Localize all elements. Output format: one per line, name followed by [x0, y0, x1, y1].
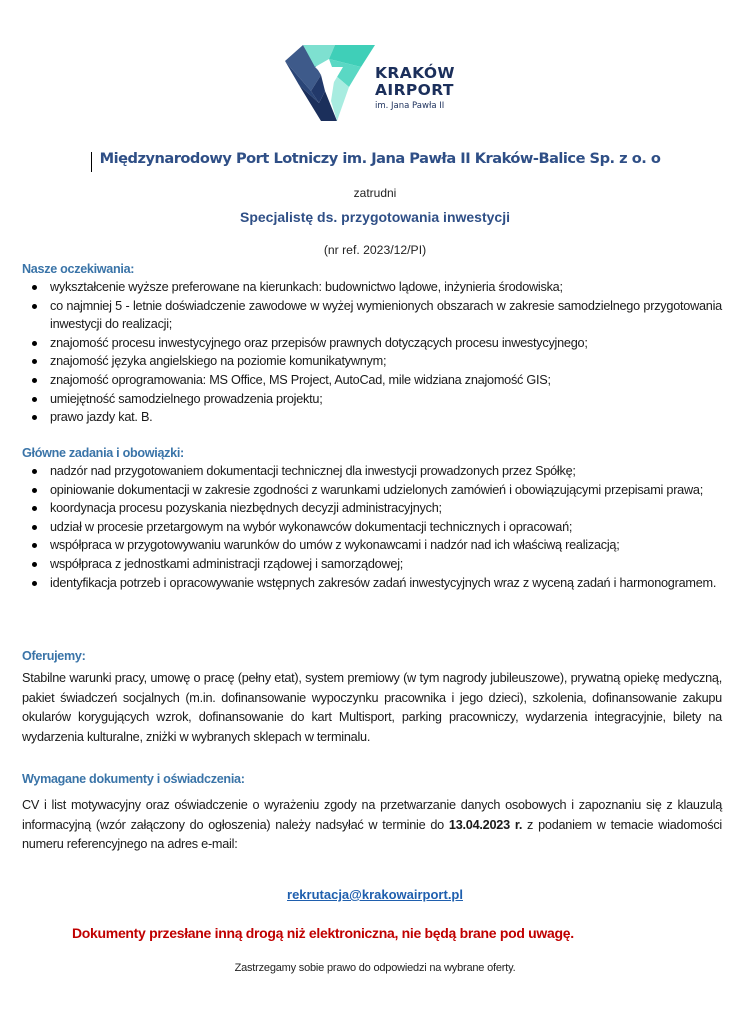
expectations-heading: Nasze oczekiwania: — [22, 262, 135, 276]
list-item: znajomość języka angielskiego na poziomie komunikatywnym; — [22, 352, 722, 371]
duties-heading: Główne zadania i obowiązki: — [22, 446, 184, 460]
bullet-icon — [32, 581, 37, 586]
expectations-list — [22, 278, 722, 427]
bullet-icon — [32, 359, 37, 364]
list-item: co najmniej 5 - letnie doświadczenie zawodowe w wyżej wymienionych obszarach w zakresie samodzielnego przygotowania inwestycji do realizacji; — [22, 297, 722, 334]
bullet-icon — [32, 415, 37, 420]
company-name: Międzynarodowy Port Lotniczy im. Jana Pawła II Kraków-Balice Sp. z o. o — [99, 150, 661, 167]
list-item: koordynacja procesu pozyskania niezbędnych decyzji administracyjnych; — [22, 499, 722, 518]
bullet-icon — [32, 397, 37, 402]
list-item: znajomość procesu inwestycyjnego oraz przepisów prawnych dotyczących procesu inwestycyjnego; — [22, 334, 722, 353]
logo-line-airport: AIRPORT — [375, 81, 454, 99]
list-item: wykształcenie wyższe preferowane na kierunkach: budownictwo lądowe, inżynieria środowiska; — [22, 278, 722, 297]
documents-paragraph: CV i list motywacyjny oraz oświadczenie o wyrażeniu zgody na przetwarzanie danych osobowych i zapoznaniu się z klauzulą informacyjną (wzór załączony do ogłoszenia) należy nadsyłać w terminie do 13.04.2023 r. z podaniem w temacie wiadomości numeru referencyjnego na adres e-mail: — [22, 798, 722, 851]
bullet-icon — [32, 562, 37, 567]
documents-heading: Wymagane dokumenty i oświadczenia: — [22, 772, 245, 786]
logo-wordmark — [375, 65, 455, 112]
logo-subtitle: im. Jana Pawła II — [375, 101, 445, 111]
footer-note: Zastrzegamy sobie prawo do odpowiedzi na wybrane oferty. — [234, 962, 516, 974]
bullet-icon — [32, 285, 37, 290]
logo-triangle-icon — [285, 45, 375, 121]
email-container — [0, 886, 750, 904]
reference-number: (nr ref. 2023/12/PI) — [323, 243, 427, 257]
list-item: współpraca w przygotowywaniu warunków do umów z wykonawcami i nadzór nad ich właściwą realizacją; — [22, 536, 722, 555]
bullet-icon — [32, 525, 37, 530]
list-item: opiniowanie dokumentacji w zakresie zgodności z warunkami udzielonych zamówień i obowiązującymi przepisami prawa; — [22, 481, 722, 500]
bullet-icon — [32, 488, 37, 493]
list-item: umiejętność samodzielnego prowadzenia projektu; — [22, 390, 722, 409]
offer-heading: Oferujemy: — [22, 649, 86, 663]
list-item: znajomość oprogramowania: MS Office, MS Project, AutoCad, mile widziana znajomość GIS; — [22, 371, 722, 390]
bullet-icon — [32, 543, 37, 548]
recruitment-email-link[interactable]: rekrutacja@krakowairport.pl — [287, 887, 463, 902]
bullet-icon — [32, 506, 37, 511]
bullet-icon — [32, 378, 37, 383]
krakow-airport-logo — [285, 45, 485, 121]
position-title: Specjalistę ds. przygotowania inwestycji — [240, 209, 510, 225]
list-item: prawo jazdy kat. B. — [22, 408, 722, 427]
duties-list — [22, 462, 722, 592]
list-item: identyfikacja potrzeb i opracowywanie wstępnych zakresów zadań inwestycyjnych wraz z wyceną zadań i harmonogramem. — [22, 574, 722, 593]
list-item: udział w procesie przetargowym na wybór wykonawców dokumentacji technicznych i opracowań; — [22, 518, 722, 537]
list-item: współpraca z jednostkami administracji rządowej i samorządowej; — [22, 555, 722, 574]
bullet-icon — [32, 341, 37, 346]
hires-label: zatrudni — [353, 186, 397, 200]
offer-paragraph: Stabilne warunki pracy, umowę o pracę (pełny etat), system premiowy (w tym nagrody jubileuszowe), prywatną opiekę medyczną, pakiet świadczeń socjalnych (m.in. dofinansowanie wypoczynku pracownika i jego dzieci), szkolenia, dofinansowanie zakupu okularów korygujących wzrok, dofinansowanie do kart Multisport, parking pracowniczy, wydarzenia integracyjnie, bilety na wydarzenia kulturalne, zniżki w wybranych sklepach w terminalu. — [22, 671, 722, 744]
deadline-date: 13.04.2023 r. — [448, 817, 523, 832]
bullet-icon — [32, 469, 37, 474]
bullet-icon — [32, 304, 37, 309]
warning-notice: Dokumenty przesłane inną drogą niż elektroniczna, nie będą brane pod uwagę. — [72, 925, 574, 941]
list-item: nadzór nad przygotowaniem dokumentacji technicznej dla inwestycji prowadzonych przez Spółkę; — [22, 462, 722, 481]
logo-line-krakow: KRAKÓW — [375, 64, 455, 82]
